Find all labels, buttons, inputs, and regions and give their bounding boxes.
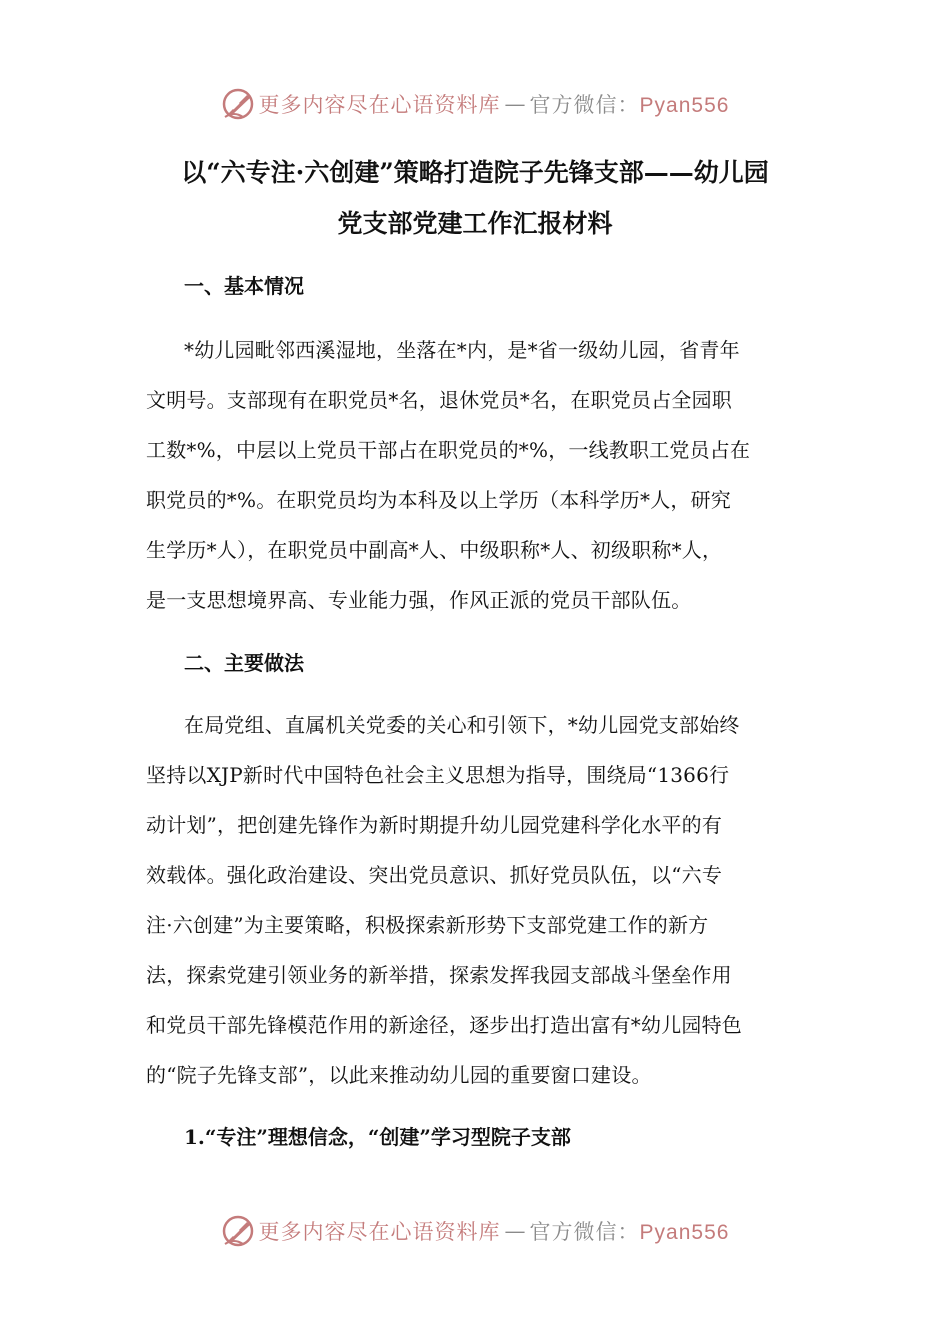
watermark-text: 更多内容尽在心语资料库 (258, 93, 501, 117)
watermark-separator: — (504, 92, 526, 116)
paragraph-line: 效载体。强化政治建设、突出党员意识、抓好党员队伍，以“六专 (146, 863, 723, 887)
section-heading-basic-info: 一、基本情况 (184, 274, 304, 298)
watermark-text: 更多内容尽在心语资料库 (258, 1220, 501, 1244)
document-title-line-2: 党支部党建工作汇报材料 (337, 209, 613, 238)
watermark-handle (530, 89, 730, 119)
document-title-line-1: 以“六专注·六创建”策略打造院子先锋支部——幼儿园 (181, 158, 769, 187)
paragraph-line: *幼儿园毗邻西溪湿地，坐落在*内，是*省一级幼儿园，省青年 (184, 338, 740, 362)
paragraph-line: 坚持以XJP新时代中国特色社会主义思想为指导，围绕局“1366行 (146, 763, 730, 787)
watermark-handle-prefix: 官方微信： (529, 1220, 640, 1244)
watermark-handle-prefix: 官方微信： (529, 93, 640, 117)
paragraph-line: 和党员干部先锋模范作用的新途径，逐步出打造出富有*幼儿园特色 (146, 1013, 742, 1037)
watermark-handle-id: Pyan556 (639, 94, 730, 117)
quill-logo-icon (221, 1214, 255, 1248)
paragraph-line: 职党员的*%。在职党员均为本科及以上学历（本科学历*人，研究 (146, 488, 732, 512)
paragraph-line: 法，探索党建引领业务的新举措，探索发挥我园支部战斗堡垒作用 (146, 963, 732, 987)
watermark-separator: — (504, 1219, 526, 1243)
watermark-handle-id: Pyan556 (639, 1221, 730, 1244)
paragraph-line: 工数*%，中层以上党员干部占在职党员的*%，一线教职工党员占在 (146, 438, 751, 462)
paragraph-line: 的“院子先锋支部”，以此来推动幼儿园的重要窗口建设。 (146, 1063, 652, 1087)
header-watermark (0, 82, 950, 126)
paragraph-line: 文明号。支部现有在职党员*名，退休党员*名，在职党员占全园职 (146, 388, 732, 412)
paragraph-line: 动计划”，把创建先锋作为新时期提升幼儿园党建科学化水平的有 (146, 813, 723, 837)
paragraph-line: 在局党组、直属机关党委的关心和引领下，*幼儿园党支部始终 (184, 713, 740, 737)
paragraph-line: 是一支思想境界高、专业能力强，作风正派的党员干部队伍。 (146, 588, 692, 612)
paragraph-line: 生学历*人），在职党员中副高*人、中级职称*人、初级职称*人， (146, 538, 723, 562)
footer-watermark (0, 1209, 950, 1253)
subsection-heading-1: 1.“专注”理想信念，“创建”学习型院子支部 (184, 1125, 571, 1149)
watermark-handle (530, 1216, 730, 1246)
section-heading-main-practices: 二、主要做法 (184, 651, 304, 675)
paragraph-line: 注·六创建”为主要策略，积极探索新形势下支部党建工作的新方 (146, 913, 709, 937)
quill-logo-icon (221, 87, 255, 121)
